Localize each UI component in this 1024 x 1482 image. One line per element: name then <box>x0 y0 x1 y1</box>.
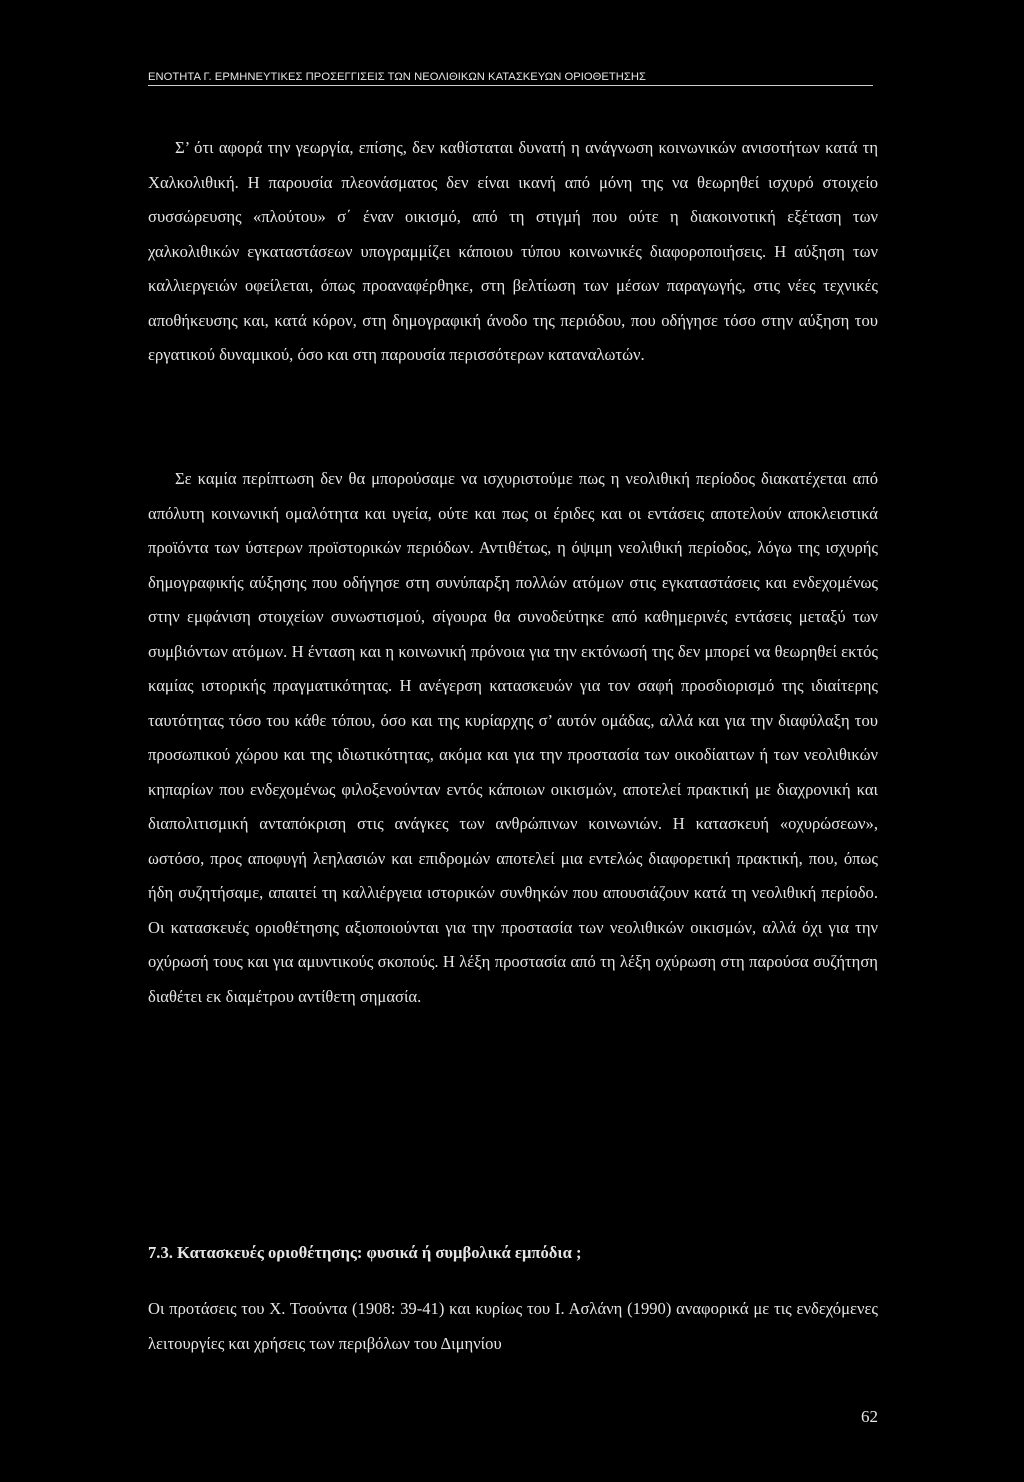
body-paragraph-1: Σ’ ότι αφορά την γεωργία, επίσης, δεν καθίσταται δυνατή η ανάγνωση κοινωνικών ανισοτήτων κατά τη Χαλκολιθική. Η παρουσία πλεονάσματος δεν είναι ικανή από μόνη της να θεωρηθεί ισχυρό στοιχείο συσσώρευσης «πλούτου» σ΄ έναν οικισμό, από τη στιγμή που ούτε η διακοινοτική εξέταση των χαλκολιθικών εγκαταστάσεων υπογραμμίζει κάποιου τύπου κοινωνικές διαφοροποιήσεις. Η αύξηση των καλλιεργειών οφείλεται, όπως προαναφέρθηκε, στη βελτίωση των μέσων παραγωγής, στις νέες τεχνικές αποθήκευσης και, κατά κόρον, στη δημογραφική άνοδο της περιόδου, που οδήγησε τόσο στην αύξηση του εργατικού δυναμικού, όσο και στη παρουσία περισσότερων καταναλωτών. <box>148 138 878 364</box>
page-number: 62 <box>861 1407 878 1426</box>
running-header: ΕΝΟΤΗΤΑ Γ. ΕΡΜΗΝΕΥΤΙΚΕΣ ΠΡΟΣΕΓΓΙΣΕΙΣ ΤΩΝ ΝΕΟΛΙΘΙΚΩΝ ΚΑΤΑΣΚΕΥΩΝ ΟΡΙΟΘΕΤΗΣΗΣ <box>148 70 873 86</box>
body-paragraph-2: Σε καμία περίπτωση δεν θα μπορούσαμε να ισχυριστούμε πως η νεολιθική περίοδος διακατέχεται από απόλυτη κοινωνική ομαλότητα και υγεία, ούτε και πως οι έριδες και οι εντάσεις αποτελούν αποκλειστικά προϊόντα των ύστερων προϊστορικών περιόδων. Αντιθέτως, η όψιμη νεολιθική περίοδος, λόγω της ισχυρής δημογραφικής αύξησης που οδήγησε στη συνύπαρξη πολλών ατόμων στις εγκαταστάσεις και ενδεχομένως στην εμφάνιση στοιχείων συνωστισμού, σίγουρα θα συνοδεύτηκε από καθημερινές εντάσεις μεταξύ των συμβιόντων ατόμων. Η ένταση και η κοινωνική πρόνοια για την εκτόνωσή της δεν μπορεί να θεωρηθεί εκτός καμίας ιστορικής πραγματικότητας. Η ανέγερση κατασκευών για τον σαφή προσδιορισμό της ιδιαίτερης ταυτότητας τόσο του κάθε τόπου, όσο και της κυρίαρχης σ’ αυτόν ομάδας, αλλά και για την διαφύλαξη του προσωπικού χώρου και της ιδιωτικότητας, ακόμα και για την προστασία των οικοδίαιτων ή των νεολιθικών κηπαρίων που ενδεχομένως φιλοξενούνταν εντός κάποιων οικισμών, αποτελεί πρακτική με διαχρονική και διαπολιτισμική ανταπόκριση στις ανάγκες των ανθρώπινων κοινωνιών. Η κατασκευή «οχυρώσεων», ωστόσο, προς αποφυγή λεηλασιών και επιδρομών αποτελεί μια εντελώς διαφορετική πρακτική, που, όπως ήδη συζητήσαμε, απαιτεί τη καλλιέργεια ιστορικών συνθηκών που απουσιάζουν κατά τη νεολιθική περίοδο. Οι κατασκευές οριοθέτησης αξιοποιούνται για την προστασία των νεολιθικών οικισμών, αλλά όχι για την οχύρωσή τους και για αμυντικούς σκοπούς. Η λέξη προστασία από τη λέξη οχύρωση στη παρούσα συζήτηση διαθέτει εκ διαμέτρου αντίθετη σημασία. <box>148 469 878 1006</box>
section-heading: 7.3. Κατασκευές οριοθέτησης: φυσικά ή συμβολικά εμπόδια ; <box>148 1243 582 1262</box>
section-paragraph: Οι προτάσεις του Χ. Τσούντα (1908: 39-41) και κυρίως του Ι. Ασλάνη (1990) αναφορικά με τις ενδεχόμενες λειτουργίες και χρήσεις των περιβόλων του Διμηνίου <box>148 1299 878 1353</box>
